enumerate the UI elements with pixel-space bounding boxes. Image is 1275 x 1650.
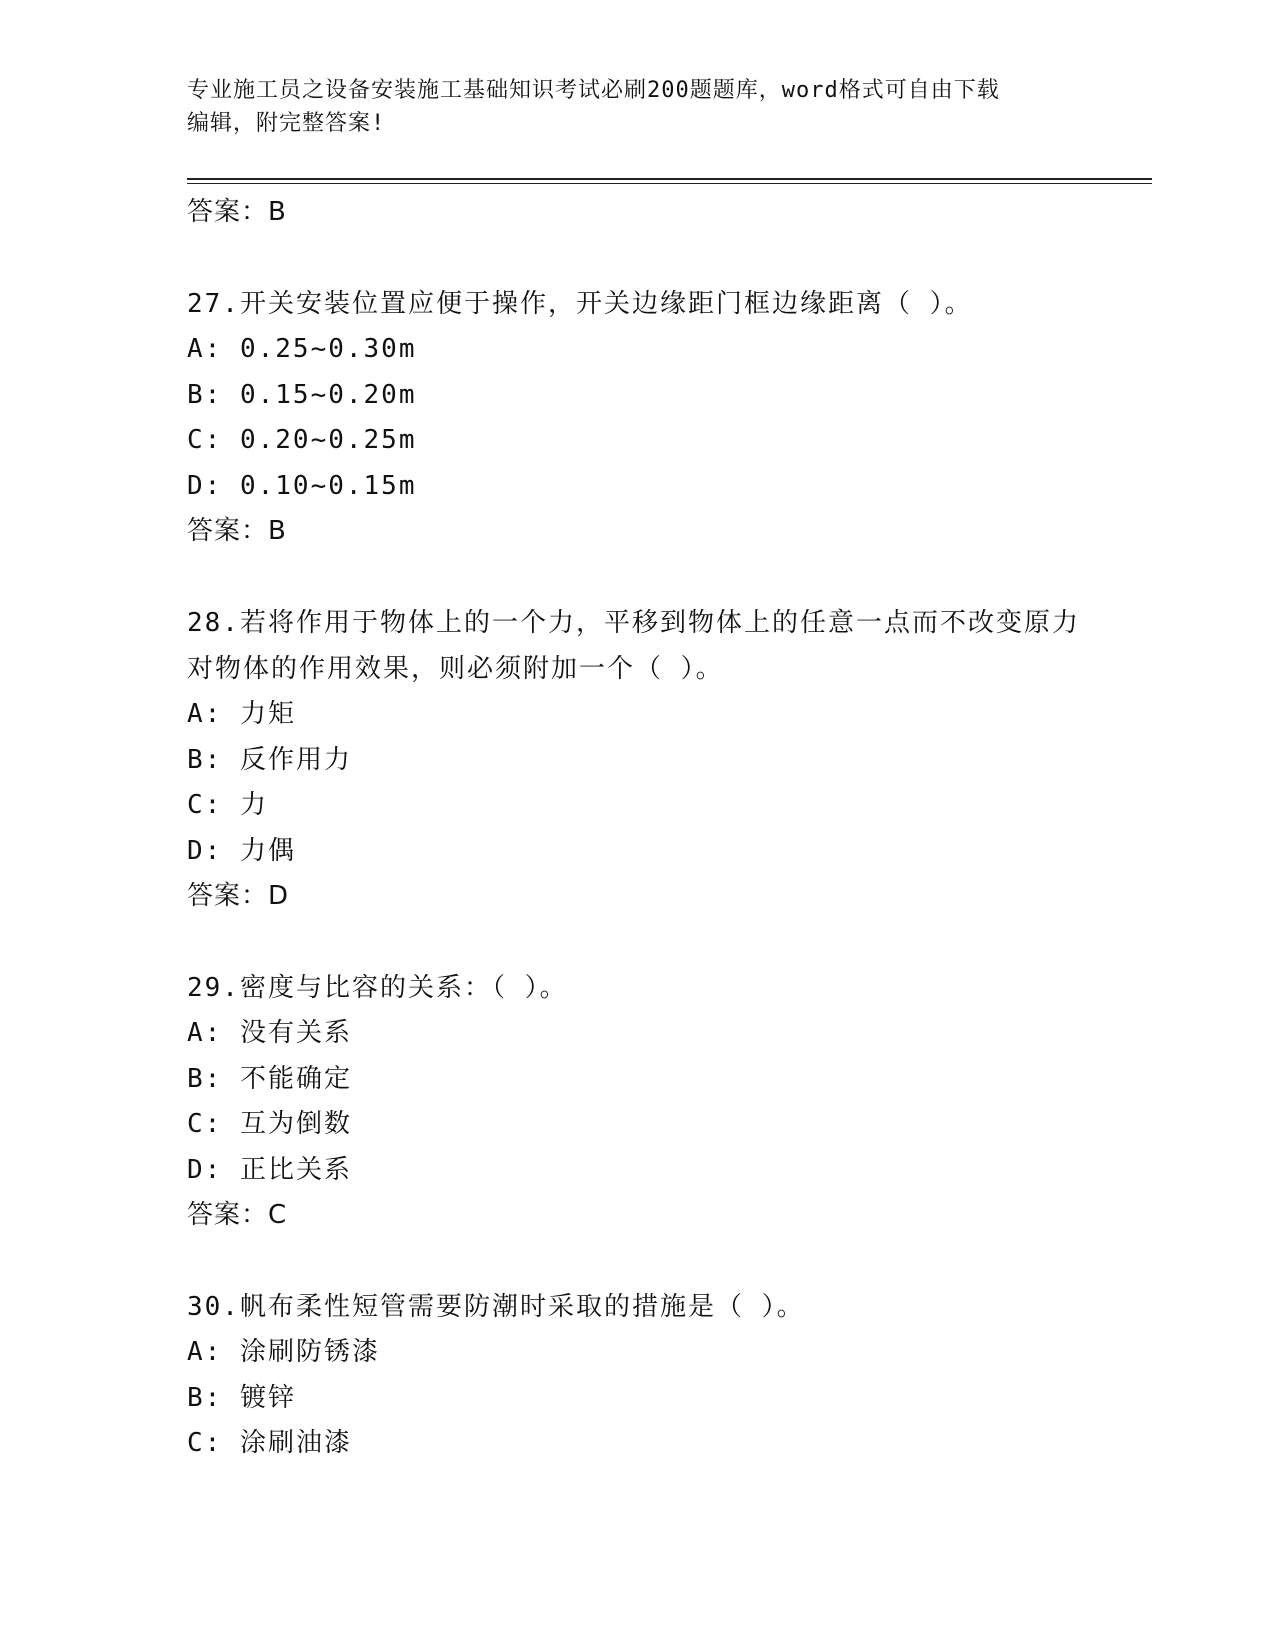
question-28-option-c: C: 力 (187, 790, 268, 820)
header-line-2: 编辑，附完整答案! (187, 111, 386, 136)
question-27-option-c: C: 0.20~0.25m (187, 425, 417, 455)
question-29-text: 29.密度与比容的关系：（ ）。 (187, 973, 568, 1003)
spacer (187, 919, 1087, 965)
answer-28: 答案：D (187, 881, 290, 911)
question-block-30 (187, 1284, 1087, 1467)
question-27-option-b: B: 0.15~0.20m (187, 379, 417, 410)
document-header (187, 74, 1067, 140)
question-29-option-d: D: 正比关系 (187, 1154, 352, 1185)
question-27-text: 27.开关安装位置应便于操作，开关边缘距门框边缘距离（ ）。 (187, 289, 973, 319)
question-30-option-c: C: 涂刷油漆 (187, 1428, 352, 1458)
question-28-option-b: B: 反作用力 (187, 744, 352, 775)
answer-29: 答案：C (187, 1200, 288, 1230)
question-28-option-a: A: 力矩 (187, 699, 296, 729)
header-divider-thin (187, 183, 1152, 184)
question-29-option-c: C: 互为倒数 (187, 1109, 352, 1139)
answer-26: 答案：B (187, 197, 287, 227)
spacer (187, 235, 1087, 281)
question-block-29 (187, 965, 1087, 1238)
spacer (187, 554, 1087, 600)
question-list (187, 190, 1087, 1467)
spacer (187, 1238, 1087, 1284)
question-27-option-a: A: 0.25~0.30m (187, 334, 417, 364)
question-28-option-d: D: 力偶 (187, 835, 296, 866)
header-divider-thick (187, 178, 1152, 180)
question-30-option-a: A: 涂刷防锈漆 (187, 1337, 380, 1367)
question-30-option-b: B: 镀锌 (187, 1382, 296, 1413)
question-27-option-d: D: 0.10~0.15m (187, 470, 417, 501)
question-block-27 (187, 281, 1087, 554)
question-28-text: 28.若将作用于物体上的一个力，平移到物体上的任意一点而不改变原力对物体的作用效果，则必须附加一个（ ）。 (187, 608, 1080, 684)
question-30-text: 30.帆布柔性短管需要防潮时采取的措施是（ ）。 (187, 1292, 805, 1322)
question-29-option-a: A: 没有关系 (187, 1018, 352, 1048)
question-block-28 (187, 600, 1087, 919)
header-line-1: 专业施工员之设备安装施工基础知识考试必刷200题题库，word格式可自由下载 (187, 78, 1000, 103)
question-29-option-b: B: 不能确定 (187, 1063, 352, 1094)
answer-27: 答案：B (187, 516, 287, 546)
